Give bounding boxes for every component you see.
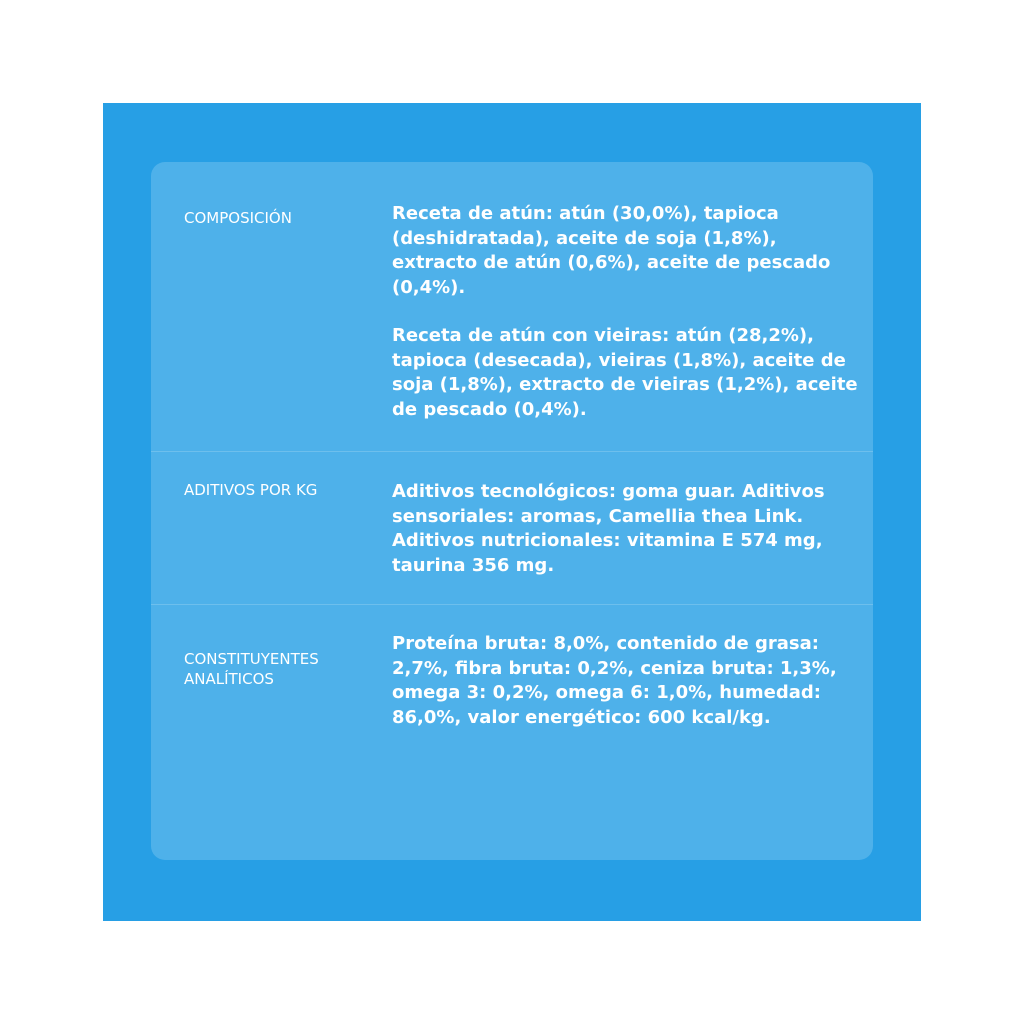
row-constituyentes [151,605,873,860]
composition-paragraph-tuna-scallops: Receta de atún con vieiras: atún (28,2%), tapioca (desecada), vieiras (1,8%), aceite de soja (1,8%), extracto de vieiras (1,2%), aceite de pescado (0,4%). [392,325,858,420]
outer-panel [103,103,921,921]
row-aditivos [151,452,873,604]
row-composicion [151,162,873,451]
row-label-aditivos: ADITIVOS POR KG [184,481,318,499]
analytical-constituents-paragraph: Proteína bruta: 8,0%, contenido de grasa: 2,7%, fibra bruta: 0,2%, ceniza bruta: 1,3%, omega 3: 0,2%, omega 6: 1,0%, humedad: 86,0%, valor energético: 600 kcal/kg. [392,633,837,728]
additives-paragraph: Aditivos tecnológicos: goma guar. Aditivos sensoriales: aromas, Camellia thea Link. Aditivos nutricionales: vitamina E 574 mg, taurina 356 mg. [392,481,825,576]
composition-paragraph-tuna: Receta de atún: atún (30,0%), tapioca (deshidratada), aceite de soja (1,8%), extracto de atún (0,6%), aceite de pescado (0,4%). [392,203,831,298]
row-value-aditivos [392,480,862,578]
row-value-composicion [392,202,862,422]
row-label-constituyentes: CONSTITUYENTES ANALÍTICOS [184,650,319,688]
row-label-composicion: COMPOSICIÓN [184,209,292,227]
row-value-constituyentes [392,632,862,730]
nutrition-info-card [151,162,873,860]
